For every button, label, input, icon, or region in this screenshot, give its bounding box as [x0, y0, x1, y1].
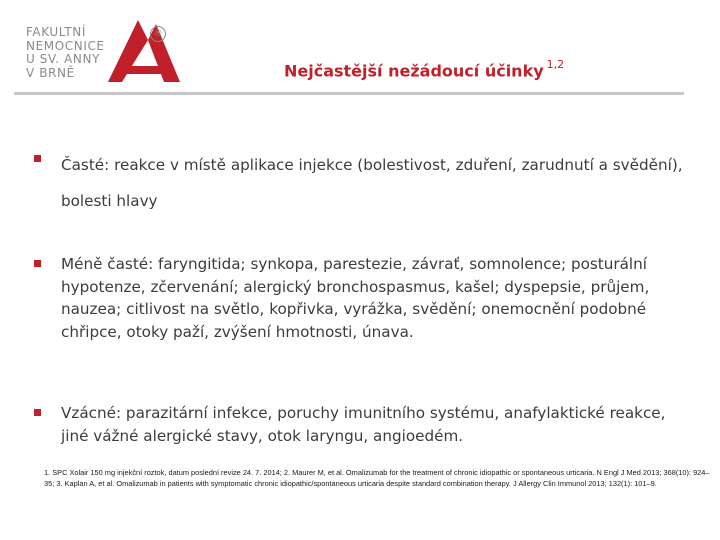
bullet-marker — [34, 260, 41, 267]
bullet-marker — [34, 155, 41, 162]
bullet-text: Méně časté: faryngitida; synkopa, parestezie, závrať, somnolence; posturální hypotenze, zčervenání; alergický bronchospasmus, kašel; dyspepsie, průjem, nauzea; citlivost na světlo, kopřivka, vyrážka, svědění; onemocnění podobné chřipce, otoky paží, zvýšení hmotnosti, únava. — [61, 255, 650, 341]
bullet-rare — [34, 402, 684, 447]
slide-title — [284, 60, 564, 80]
logo-line-3: U SV. ANNY — [26, 52, 100, 66]
bullet-common — [34, 147, 684, 219]
title-divider — [14, 92, 684, 95]
bullet-text: Vzácné: parazitární infekce, poruchy imunitního systému, anafylaktické reakce, jiné vážné alergické stavy, otok laryngu, angioedém. — [61, 404, 666, 445]
logo-line-4: V BRNĚ — [26, 65, 75, 80]
references-footnote: 1. SPC Xolair 150 mg injekční roztok, datum poslední revize 24. 7. 2014; 2. Maurer M, et al. Omalizumab for the treatment of chronic idiopathic or spontaneous urticaria. N Engl J Med 2013; 368(10): 924–35; 3. Kaplan A, et al. Omalizumab in patients with symptomatic chronic idiopathic/spontaneous urticaria despite standard combination therapy. J Allergy Clin Immunol 2013; 132(1): 101–9. — [44, 468, 710, 488]
bullet-marker — [34, 409, 41, 416]
logo-wordmark — [26, 26, 105, 80]
logo-line-2: NEMOCNICE — [26, 38, 105, 53]
title-reference: 1,2 — [546, 58, 565, 71]
bullet-uncommon — [34, 253, 684, 343]
logo-line-1: FAKULTNÍ — [26, 25, 87, 39]
registered-mark: ® — [150, 26, 166, 42]
bullet-text: Časté: reakce v místě aplikace injekce (bolestivost, zduření, zarudnutí a svědění), bolesti hlavy — [61, 156, 683, 210]
logo-a-mark-icon — [108, 20, 180, 82]
slide-title-text: Nejčastější nežádoucí účinky — [284, 61, 544, 81]
